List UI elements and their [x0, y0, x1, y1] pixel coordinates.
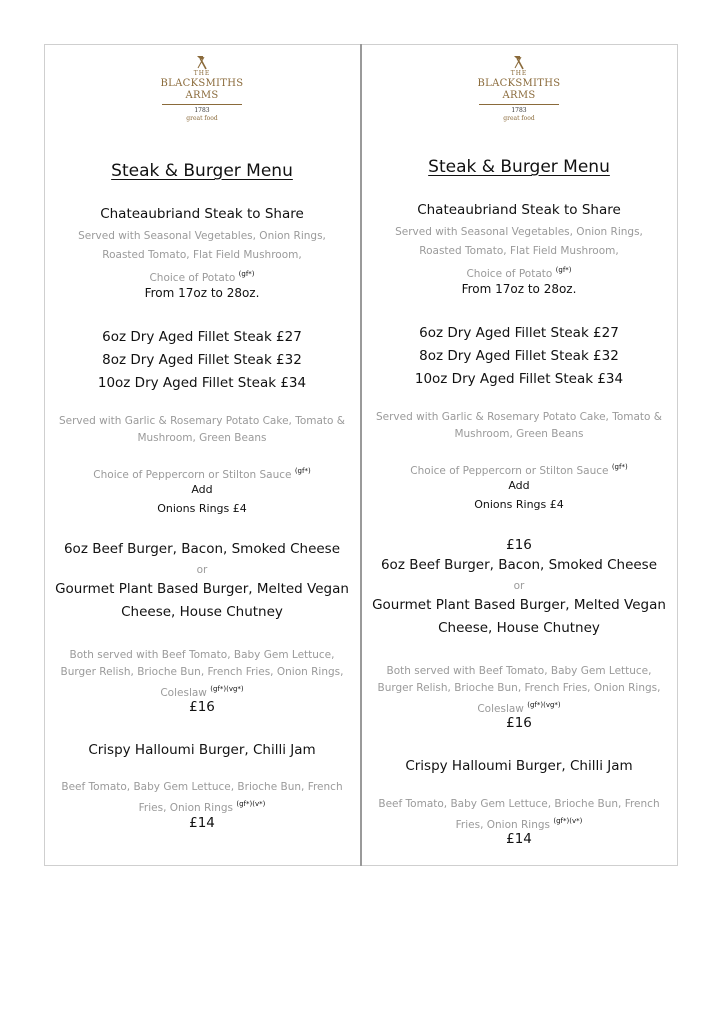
sauce-choice: Choice of Peppercorn or Stilton Sauce $^{(gf*)}$	[410, 463, 628, 477]
halloumi-desc-1: Beef Tomato, Baby Gem Lettuce, Brioche Bun, French	[61, 781, 343, 793]
chateaubriand-heading: Chateaubriand Steak to Share	[417, 202, 621, 218]
logo-tagline: great food	[186, 115, 218, 122]
hammer-icon	[195, 54, 209, 70]
logo-est: 1783	[511, 107, 527, 114]
fillet-desc-2: Mushroom, Green Beans	[137, 432, 267, 444]
plant-burger-1: Gourmet Plant Based Burger, Melted Vegan	[55, 581, 349, 597]
halloumi-price: £14	[189, 815, 215, 831]
fillet-desc-2: Mushroom, Green Beans	[454, 428, 584, 440]
beef-burger: 6oz Beef Burger, Bacon, Smoked Cheese	[380, 557, 658, 573]
logo-the: THE	[193, 70, 211, 77]
burger-desc-1: Both served with Beef Tomato, Baby Gem Lettuce,	[69, 649, 335, 661]
burger-price-top: £16	[506, 537, 532, 553]
chateaubriand-size: From 17oz to 28oz.	[144, 286, 260, 300]
halloumi-burger: Crispy Halloumi Burger, Chilli Jam	[88, 742, 316, 758]
logo-rule	[479, 104, 559, 105]
chateaubriand-size: From 17oz to 28oz.	[461, 282, 577, 296]
plant-burger-2: Cheese, House Chutney	[121, 604, 283, 620]
chateaubriand-desc-3: Choice of Potato $^{(gf*)}$	[466, 266, 572, 280]
burger-price: £16	[506, 715, 532, 731]
fillet-10oz: 10oz Dry Aged Fillet Steak £34	[414, 371, 624, 387]
burger-desc-2: Burger Relish, Brioche Bun, French Fries, Onion Rings,	[377, 682, 661, 694]
fillet-desc-1: Served with Garlic & Rosemary Potato Cake, Tomato &	[375, 411, 662, 423]
plant-burger-1: Gourmet Plant Based Burger, Melted Vegan	[372, 597, 666, 613]
fillet-10oz: 10oz Dry Aged Fillet Steak £34	[97, 375, 307, 391]
menu-title: Steak & Burger Menu	[428, 157, 610, 177]
chateaubriand-desc-1: Served with Seasonal Vegetables, Onion Rings,	[78, 230, 326, 242]
or-label: or	[513, 580, 525, 592]
beef-burger: 6oz Beef Burger, Bacon, Smoked Cheese	[63, 541, 341, 557]
halloumi-desc-2: Fries, Onion Rings $^{(gf*)(v*)}$	[138, 800, 266, 814]
blacksmiths-logo	[44, 54, 360, 123]
chateaubriand-desc-2: Roasted Tomato, Flat Field Mushroom,	[102, 249, 302, 261]
logo-name-line2: ARMS	[185, 90, 219, 101]
fillet-desc-1: Served with Garlic & Rosemary Potato Cake, Tomato &	[58, 415, 345, 427]
fillet-8oz: 8oz Dry Aged Fillet Steak £32	[102, 352, 302, 368]
blacksmiths-logo	[361, 54, 677, 123]
halloumi-desc-1: Beef Tomato, Baby Gem Lettuce, Brioche Bun, French	[378, 798, 660, 810]
logo-tagline: great food	[503, 115, 535, 122]
logo-rule	[162, 104, 242, 105]
burger-desc-3: Coleslaw $^{(gf*)(vg*)}$	[477, 701, 561, 715]
onion-rings: Onions Rings £4	[474, 498, 564, 511]
fillet-8oz: 8oz Dry Aged Fillet Steak £32	[419, 348, 619, 364]
burger-desc-3: Coleslaw $^{(gf*)(vg*)}$	[160, 685, 244, 699]
hammer-icon	[512, 54, 526, 70]
chateaubriand-heading: Chateaubriand Steak to Share	[100, 206, 304, 222]
menu-title: Steak & Burger Menu	[111, 161, 293, 181]
logo-the: THE	[510, 70, 528, 77]
logo-est: 1783	[194, 107, 210, 114]
logo-name-line1: BLACKSMITHS	[477, 78, 561, 89]
logo-name-line2: ARMS	[502, 90, 536, 101]
halloumi-burger: Crispy Halloumi Burger, Chilli Jam	[405, 758, 633, 774]
add-label: Add	[508, 479, 530, 492]
chateaubriand-desc-1: Served with Seasonal Vegetables, Onion Rings,	[395, 226, 643, 238]
burger-desc-1: Both served with Beef Tomato, Baby Gem Lettuce,	[386, 665, 652, 677]
chateaubriand-desc-2: Roasted Tomato, Flat Field Mushroom,	[419, 245, 619, 257]
fillet-6oz: 6oz Dry Aged Fillet Steak £27	[419, 325, 619, 341]
chateaubriand-desc-3: Choice of Potato $^{(gf*)}$	[149, 270, 255, 284]
add-label: Add	[191, 483, 213, 496]
burger-desc-2: Burger Relish, Brioche Bun, French Fries, Onion Rings,	[60, 666, 344, 678]
plant-burger-2: Cheese, House Chutney	[438, 620, 600, 636]
burger-price: £16	[189, 699, 215, 715]
logo-name-line1: BLACKSMITHS	[160, 78, 244, 89]
sauce-choice: Choice of Peppercorn or Stilton Sauce $^{(gf*)}$	[93, 467, 311, 481]
halloumi-price: £14	[506, 831, 532, 847]
fillet-6oz: 6oz Dry Aged Fillet Steak £27	[102, 329, 302, 345]
onion-rings: Onions Rings £4	[157, 502, 247, 515]
halloumi-desc-2: Fries, Onion Rings $^{(gf*)(v*)}$	[455, 817, 583, 831]
or-label: or	[196, 564, 208, 576]
